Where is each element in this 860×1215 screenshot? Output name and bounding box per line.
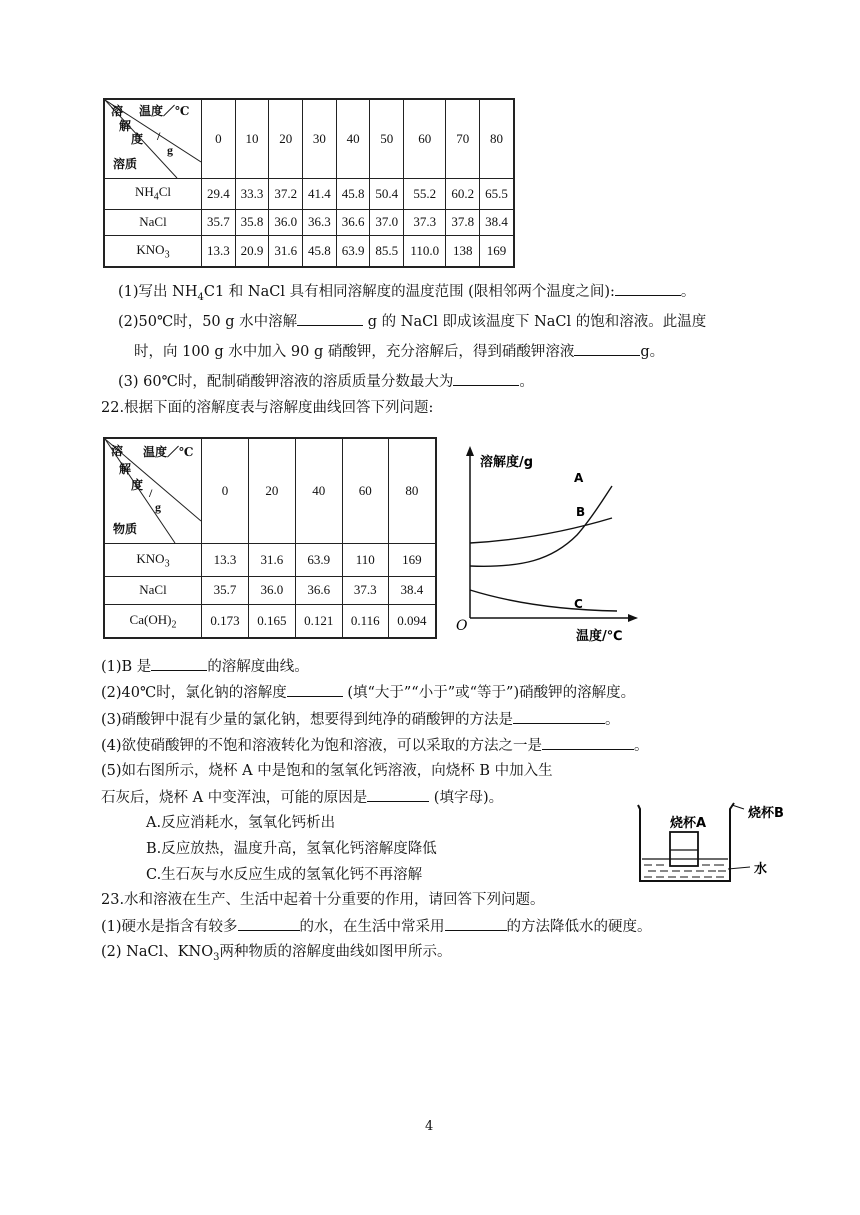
beaker-b-label: 烧杯B bbox=[748, 806, 784, 821]
header-slash: / bbox=[149, 486, 153, 500]
table-cell: 36.0 bbox=[248, 576, 295, 604]
table-header-cell bbox=[104, 438, 202, 544]
table-cell: 37.3 bbox=[342, 576, 388, 604]
temp-header: 80 bbox=[388, 438, 436, 544]
table-cell: 0.173 bbox=[202, 604, 249, 638]
curve-c-label: C bbox=[574, 597, 583, 611]
table-cell: 169 bbox=[388, 544, 436, 577]
temp-header: 50 bbox=[370, 99, 404, 179]
answer-blank[interactable] bbox=[574, 341, 640, 356]
temp-header: 0 bbox=[202, 99, 236, 179]
header-unit: g bbox=[155, 500, 161, 514]
q22-option-a: A.反应消耗水，氢氧化钙析出 bbox=[146, 815, 336, 831]
q22-part5a: (5)如右图所示，烧杯 A 中是饱和的氢氧化钙溶液，向烧杯 B 中加入生 bbox=[101, 763, 553, 779]
table-cell: 65.5 bbox=[480, 179, 514, 210]
answer-blank[interactable] bbox=[151, 656, 207, 671]
table-cell: 45.8 bbox=[303, 236, 337, 267]
curve-a-label: A bbox=[574, 471, 584, 485]
table-cell: 63.9 bbox=[295, 544, 342, 577]
table-cell: 0.165 bbox=[248, 604, 295, 638]
q23-part2: (2) NaCl、$KNO_3$两种物质的溶解度曲线如图甲所示。 bbox=[101, 944, 452, 963]
table-cell: 110 bbox=[342, 544, 388, 577]
row-label-kno3: $KNO_3$ bbox=[104, 236, 202, 267]
beaker-a-outline bbox=[670, 832, 698, 866]
table-cell: 29.4 bbox=[202, 179, 236, 210]
header-char: 解 bbox=[119, 119, 132, 133]
q22-option-c: C.生石灰与水反应生成的氢氧化钙不再溶解 bbox=[146, 867, 423, 883]
header-char: 度 bbox=[131, 478, 144, 492]
table-cell: 169 bbox=[480, 236, 514, 267]
answer-blank[interactable] bbox=[367, 787, 429, 802]
table-cell: 36.0 bbox=[269, 209, 303, 236]
table-cell: 50.4 bbox=[370, 179, 404, 210]
header-char: 解 bbox=[119, 462, 132, 476]
water-leader bbox=[728, 867, 750, 869]
table-cell: 37.8 bbox=[446, 209, 480, 236]
temp-header: 30 bbox=[303, 99, 337, 179]
header-char: 度 bbox=[131, 132, 144, 146]
row-label-caoh2: $Ca(OH)_2$ bbox=[104, 604, 202, 638]
beaker-diagram bbox=[630, 795, 810, 889]
table-cell: 37.2 bbox=[269, 179, 303, 210]
answer-blank[interactable] bbox=[287, 682, 343, 697]
table-cell: 31.6 bbox=[248, 544, 295, 577]
temp-header: 20 bbox=[269, 99, 303, 179]
answer-blank[interactable] bbox=[238, 916, 300, 931]
table-cell: 0.121 bbox=[295, 604, 342, 638]
q22-part1: (1)B 是 的溶解度曲线。 bbox=[101, 656, 309, 677]
table-row bbox=[104, 604, 436, 638]
table-cell: 63.9 bbox=[336, 236, 370, 267]
temp-header: 80 bbox=[480, 99, 514, 179]
table-cell: 60.2 bbox=[446, 179, 480, 210]
row-label-nh4cl: $NH_4Cl$ bbox=[104, 179, 202, 210]
curve-b-label: B bbox=[576, 505, 586, 519]
graph-ylabel: 溶解度/g bbox=[480, 455, 534, 470]
q23-part1: (1)硬水是指含有较多 的水，在生活中常采用 的方法降低水的硬度。 bbox=[101, 916, 652, 937]
table-cell: 37.3 bbox=[404, 209, 446, 236]
header-char: 溶 bbox=[111, 104, 124, 118]
answer-blank[interactable] bbox=[453, 371, 519, 386]
table-cell: 0.094 bbox=[388, 604, 436, 638]
temp-header: 60 bbox=[404, 99, 446, 179]
q22-option-b: B.反应放热，温度升高，氢氧化钙溶解度降低 bbox=[146, 841, 437, 857]
q22-part4: (4)欲使硝酸钾的不饱和溶液转化为饱和溶液，可以采取的方法之一是 。 bbox=[101, 735, 649, 756]
temp-header: 0 bbox=[202, 438, 249, 544]
q22-part3: (3)硝酸钾中混有少量的氯化钠，想要得到纯净的硝酸钾的方法是 。 bbox=[101, 709, 620, 730]
curve-c bbox=[470, 590, 617, 611]
table-cell: 36.6 bbox=[295, 576, 342, 604]
row-label-nacl: NaCl bbox=[104, 209, 202, 236]
water-label: 水 bbox=[754, 862, 768, 877]
table-cell: 110.0 bbox=[404, 236, 446, 267]
graph-xlabel: 温度/℃ bbox=[576, 629, 623, 644]
q21-part1: (1)写出 $NH_4C1$ 和 NaCl 具有相同溶解度的温度范围 (限相邻两个温度之间): 。 bbox=[118, 281, 695, 308]
temp-header: 70 bbox=[446, 99, 480, 179]
table-cell: 45.8 bbox=[336, 179, 370, 210]
q23-title: 23.水和溶液在生产、生活中起着十分重要的作用，请回答下列问题。 bbox=[101, 892, 545, 908]
table-cell: 35.7 bbox=[202, 209, 236, 236]
table-cell: 35.7 bbox=[202, 576, 249, 604]
table-cell: 138 bbox=[446, 236, 480, 267]
q21-part3: (3) 60℃时，配制硝酸钾溶液的溶质质量分数最大为 。 bbox=[118, 371, 534, 392]
table-cell: 38.4 bbox=[480, 209, 514, 236]
solubility-table-2 bbox=[103, 437, 437, 639]
header-temp-label: 温度／℃ bbox=[139, 104, 190, 118]
answer-blank[interactable] bbox=[542, 735, 634, 750]
curve-b bbox=[470, 518, 612, 543]
table-cell: 35.8 bbox=[235, 209, 269, 236]
table-row bbox=[104, 544, 436, 577]
answer-blank[interactable] bbox=[615, 281, 681, 296]
solubility-table-1 bbox=[103, 98, 515, 268]
table-cell: 55.2 bbox=[404, 179, 446, 210]
table-cell: 38.4 bbox=[388, 576, 436, 604]
table-row bbox=[104, 576, 436, 604]
table-row bbox=[104, 209, 514, 236]
header-unit: g bbox=[167, 143, 173, 157]
x-axis-arrow bbox=[628, 614, 638, 622]
table-cell: 13.3 bbox=[202, 544, 249, 577]
temp-header: 40 bbox=[295, 438, 342, 544]
table-row bbox=[104, 236, 514, 267]
table-row bbox=[104, 179, 514, 210]
table-cell: 33.3 bbox=[235, 179, 269, 210]
table-cell: 41.4 bbox=[303, 179, 337, 210]
q21-part2a: (2)50℃时，50 g 水中溶解 g 的 NaCl 即成该温度下 NaCl 的饱和溶液。此温度 bbox=[118, 311, 706, 332]
table-header-cell bbox=[104, 99, 202, 179]
graph-origin: O bbox=[456, 618, 468, 634]
answer-blank[interactable] bbox=[297, 311, 363, 326]
q22-part5b: 石灰后，烧杯 A 中变浑浊，可能的原因是 (填字母)。 bbox=[101, 787, 503, 808]
solubility-curve-graph bbox=[452, 440, 642, 646]
table-cell: 37.0 bbox=[370, 209, 404, 236]
header-solute-label: 溶质 bbox=[113, 157, 138, 171]
q21-part2b: 时，向 100 g 水中加入 90 g 硝酸钾，充分溶解后，得到硝酸钾溶液 g。 bbox=[134, 341, 664, 362]
q22-part2: (2)40℃时，氯化钠的溶解度 (填“大于”“小于”或“等于”)硝酸钾的溶解度。 bbox=[101, 682, 635, 703]
answer-blank[interactable] bbox=[513, 709, 605, 724]
answer-blank[interactable] bbox=[445, 916, 507, 931]
header-char: 溶 bbox=[111, 444, 124, 458]
q22-title: 22.根据下面的溶解度表与溶解度曲线回答下列问题: bbox=[101, 400, 434, 416]
temp-header: 10 bbox=[235, 99, 269, 179]
beaker-b-leader bbox=[732, 805, 744, 809]
page-number: 4 bbox=[425, 1119, 434, 1134]
table-cell: 13.3 bbox=[202, 236, 236, 267]
temp-header: 20 bbox=[248, 438, 295, 544]
table-cell: 0.116 bbox=[342, 604, 388, 638]
beaker-a-label: 烧杯A bbox=[670, 816, 707, 831]
table-cell: 36.6 bbox=[336, 209, 370, 236]
temp-header: 60 bbox=[342, 438, 388, 544]
header-substance-label: 物质 bbox=[113, 522, 138, 536]
table-cell: 85.5 bbox=[370, 236, 404, 267]
table-cell: 36.3 bbox=[303, 209, 337, 236]
header-slash: / bbox=[157, 129, 161, 143]
header-temp-label: 温度／℃ bbox=[143, 445, 194, 459]
table-cell: 31.6 bbox=[269, 236, 303, 267]
temp-header: 40 bbox=[336, 99, 370, 179]
table-cell: 20.9 bbox=[235, 236, 269, 267]
row-label-nacl: NaCl bbox=[104, 576, 202, 604]
curve-a bbox=[470, 486, 612, 566]
row-label-kno3: $KNO_3$ bbox=[104, 544, 202, 577]
